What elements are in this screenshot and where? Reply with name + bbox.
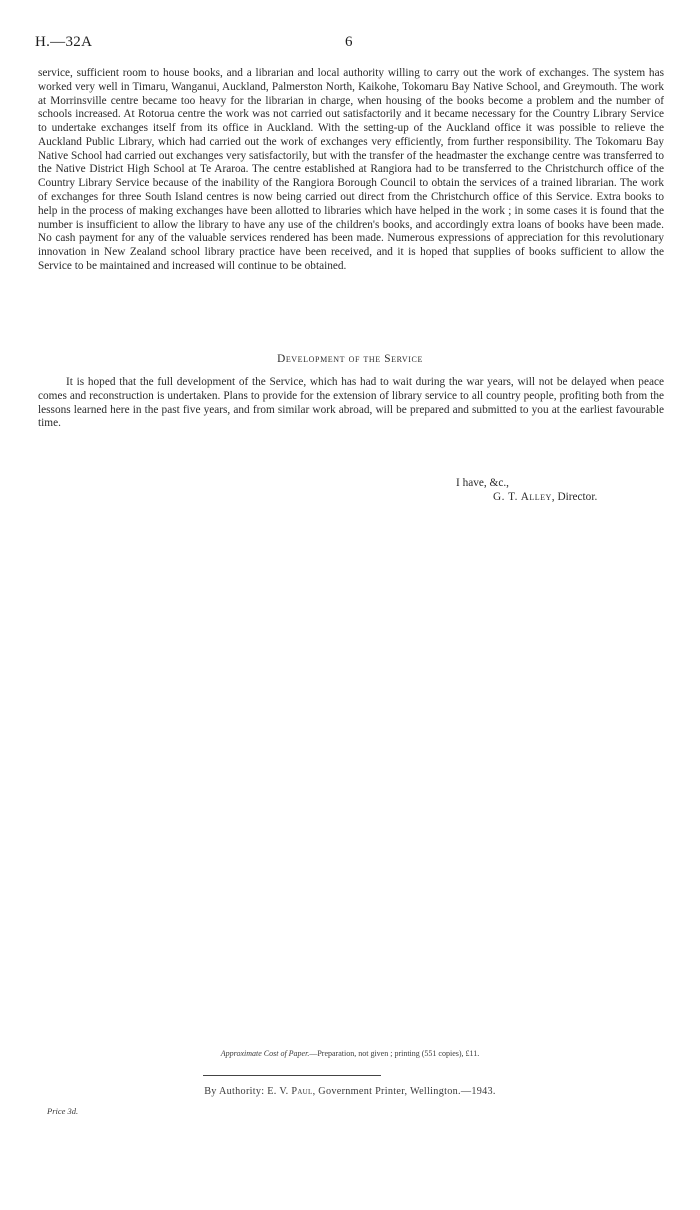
paragraph-development: It is hoped that the full development of the Service, which has had to wait during the war years, will not be delayed when peace comes and reconstruction is undertaken. Plans to provide for the extension of library service to all country people, profiting both from the lessons learned here in the past five years, and from similar work abroad, will be prepared and submitted to you at the earliest favourable time. [38,376,664,430]
authority-suffix: , Government Printer, Wellington.—1943. [312,1086,496,1097]
signature-line [493,491,597,503]
section-body [38,376,664,431]
section-heading: Development of the Service [277,353,423,365]
letter-closing: I have, &c., [456,477,510,489]
document-reference: H.—32A [35,34,93,50]
footer-divider [203,1075,381,1076]
cost-text: —Preparation, not given ; printing (551 copies), £11. [309,1049,480,1058]
cost-note [0,1049,700,1058]
cost-label: Approximate Cost of Paper. [220,1049,310,1058]
authority-prefix: By Authority: [204,1086,268,1097]
printer-authority [0,1086,700,1097]
printer-name: E. V. Paul [267,1086,313,1097]
page-number: 6 [345,34,353,50]
body-text [38,67,664,274]
signatory-name: G. T. Alley [493,491,552,503]
signatory-title: , Director. [551,491,598,503]
paragraph-exchanges: service, sufficient room to house books, and a librarian and local authority willing to carry out the work of exchanges. The system has worked very well in Timaru, Wanganui, Auckland, Palmerston North, Kaikohe, Tokomaru Bay Native School, and Greymouth. The work at Morrinsville centre became too heavy for the librarian in charge, when housing of the books become a problem and the number of schools increased. At Rotorua centre the work was not carried out satisfactorily and it became necessary for the Country Library Service to undertake exchanges itself from its office in Auckland. With the setting-up of the Auckland office it was possible to relieve the Auckland Public Library, which had carried out the work of exchanges very efficiently, from further responsibility. The Tokomaru Bay Native School had carried out exchanges very satisfactorily, but with the transfer of the headmaster the exchange centre was transferred to the Native District High School at Te Araroa. The centre established at Rangiora had to be transferred to the Christchurch office of the Country Library Service because of the inability of the Rangiora Borough Council to obtain the services of a trained librarian. The work of exchanges for three South Island centres is now being carried out direct from the Christchurch office of this Service. Extra books to help in the process of making exchanges have been allotted to libraries which have helped in the work ; in some cases it is found that the number is insufficient to allow the library to have any use of the children's books, and accordingly extra loans of books have been made. No cash payment for any of the valuable services rendered has been made. Numerous expressions of appreciation for this revolutionary innovation in New Zealand school library practice have been received, and it is hoped that supplies of books sufficient to allow the Service to be maintained and increased will continue to be obtained. [38,67,664,272]
price-note: Price 3d. [47,1106,79,1116]
